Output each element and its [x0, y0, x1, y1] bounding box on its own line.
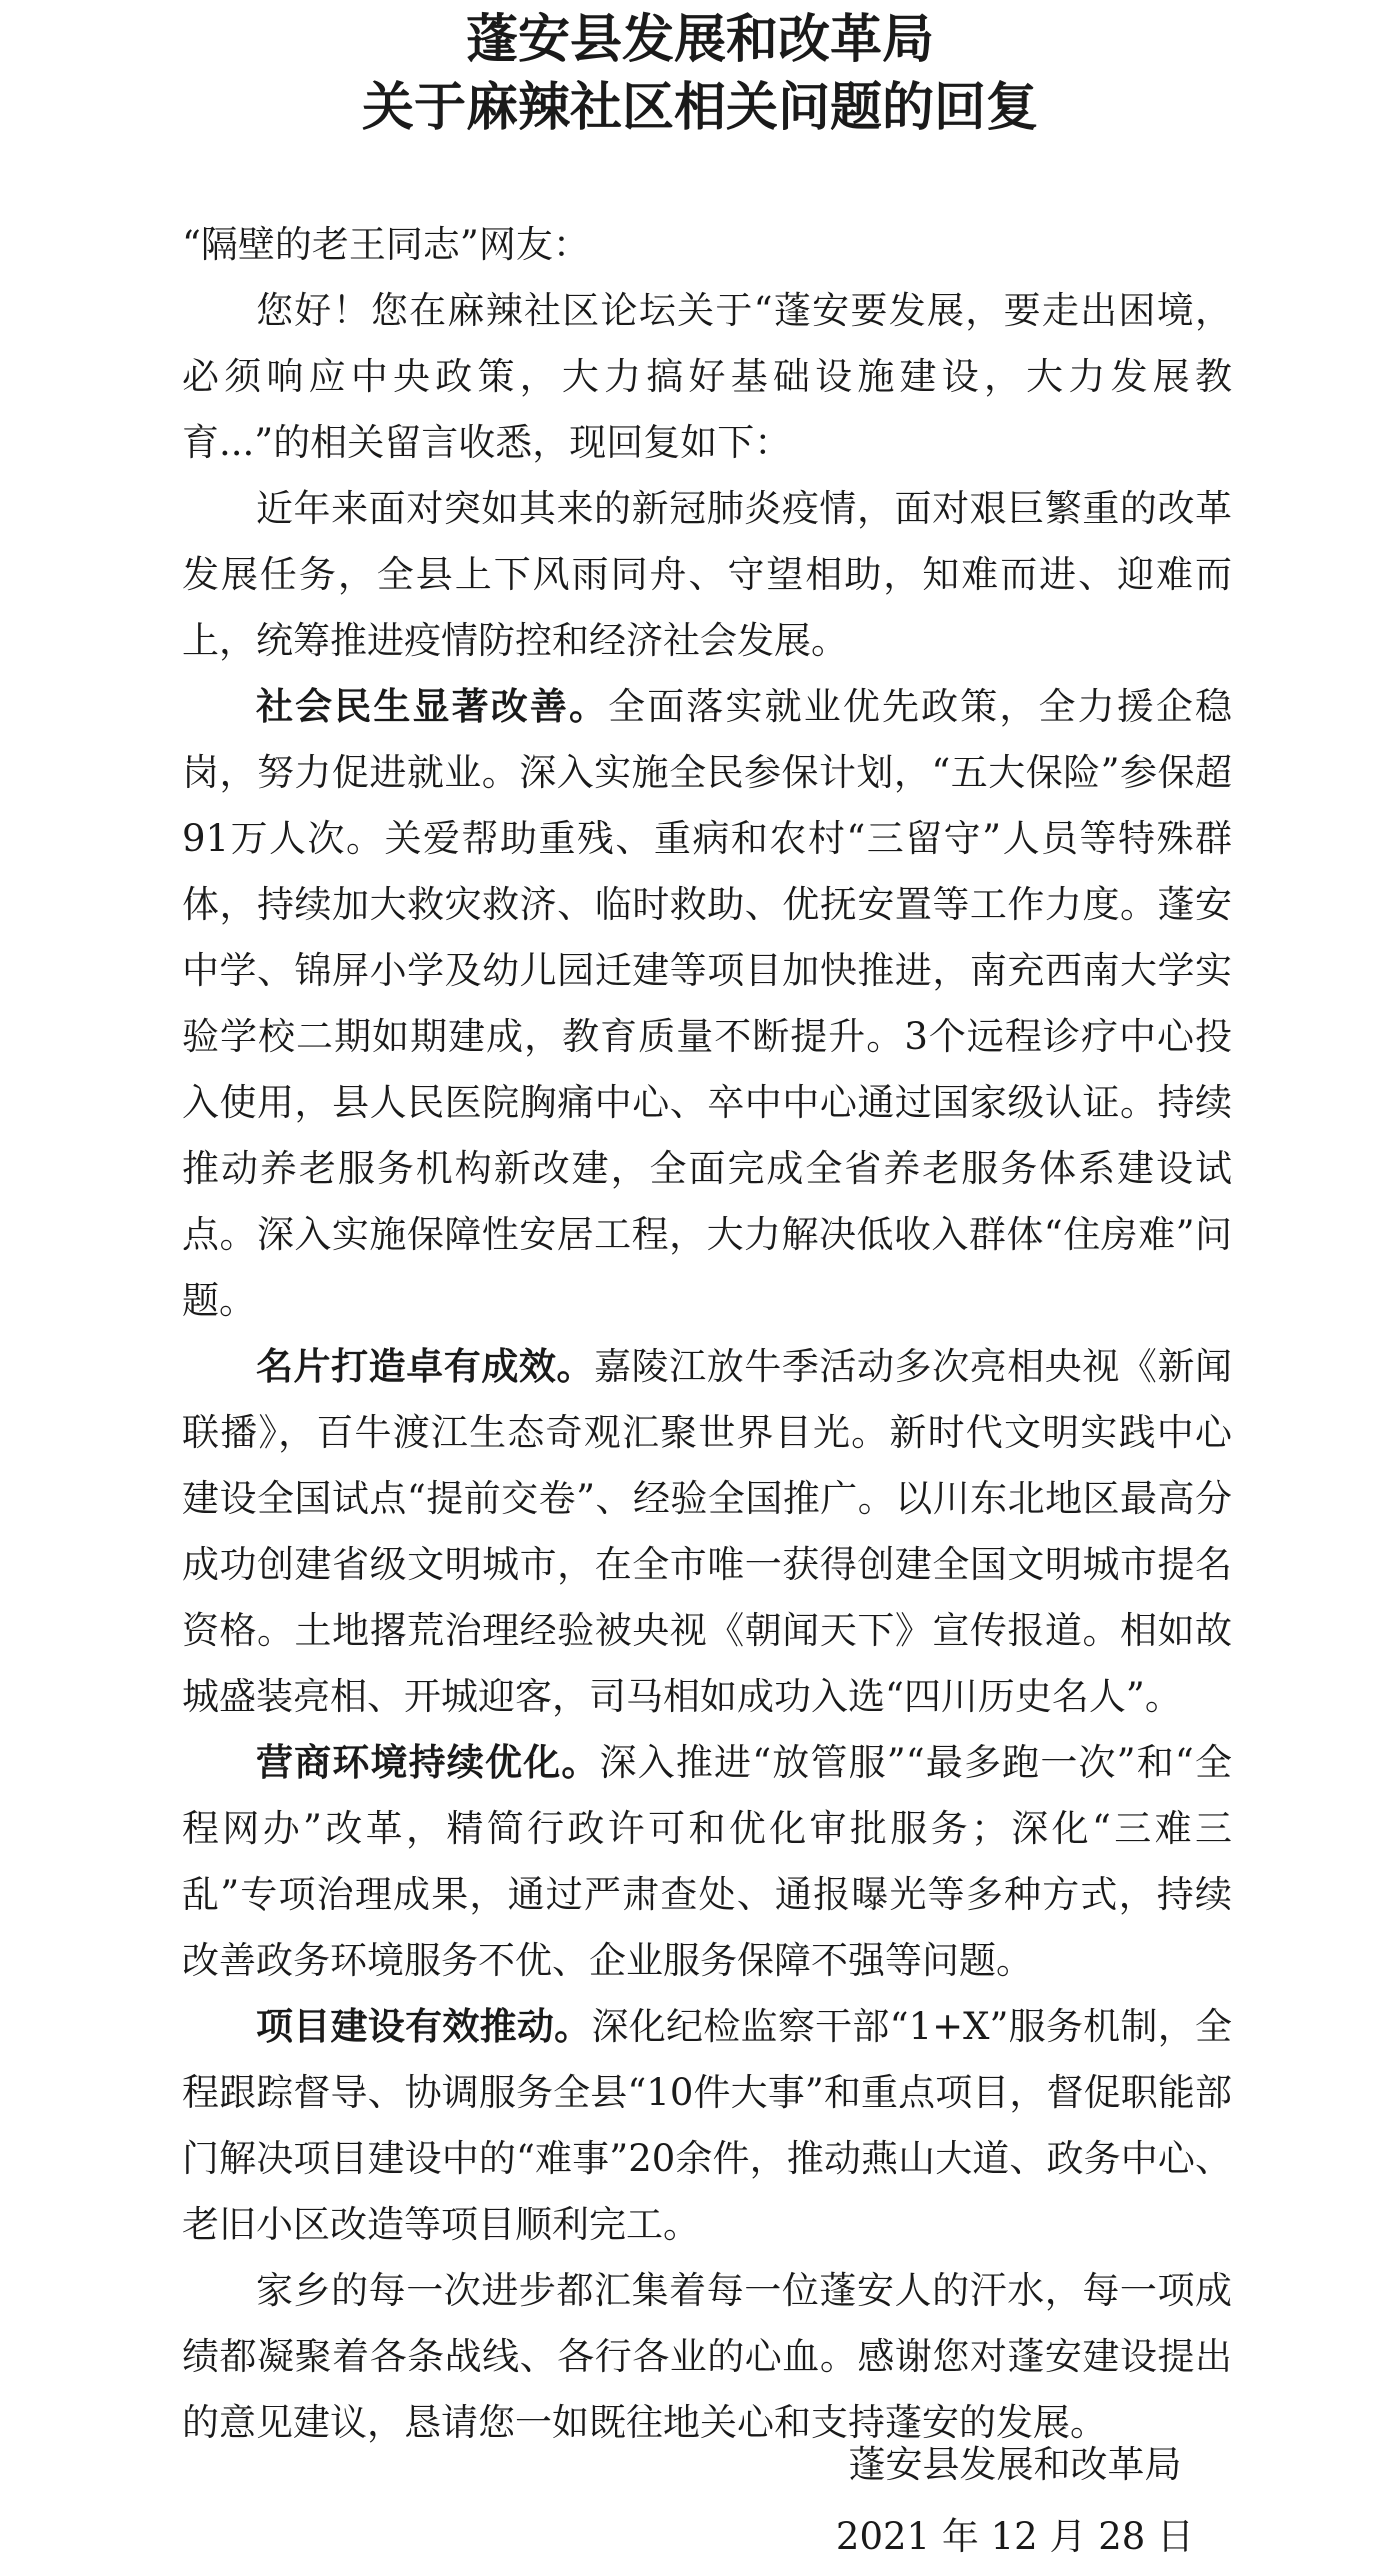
- paragraph-greeting: [182, 278, 1232, 476]
- paragraph-business-environment: [182, 1730, 1232, 1994]
- paragraph-intro: [182, 476, 1232, 674]
- signature-organization: 蓬安县发展和改革局: [848, 2443, 1182, 2486]
- paragraph-heading: 营商环境持续优化。: [256, 1741, 600, 1784]
- paragraph-heading: 项目建设有效推动。: [256, 2005, 592, 2048]
- paragraph-heading: 社会民生显著改善。: [256, 685, 609, 728]
- paragraph-text: 近年来面对突如其来的新冠肺炎疫情，面对艰巨繁重的改革发展任务，全县上下风雨同舟、守望相助，知难而进、迎难而上，统筹推进疫情防控和经济社会发展。: [182, 487, 1232, 662]
- salutation: “隔壁的老王同志”网友：: [182, 223, 590, 266]
- paragraph-city-brand: [182, 1334, 1232, 1730]
- paragraph-text: 深入推进“放管服”“最多跑一次”和“全程网办”改革，精简行政许可和优化审批服务；深化“三难三乱”专项治理成果，通过严肃查处、通报曝光等多种方式，持续改善政务环境服务不优、企业服务保障不强等问题。: [182, 1741, 1232, 1982]
- paragraph-text: 深化纪检监察干部“1+X”服务机制，全程跟踪督导、协调服务全县“10件大事”和重点项目，督促职能部门解决项目建设中的“难事”20余件，推动燕山大道、政务中心、老旧小区改造等项目顺利完工。: [182, 2005, 1233, 2246]
- paragraph-closing: [182, 2258, 1232, 2456]
- signature-date: 2021 年 12 月 28 日: [835, 2515, 1195, 2558]
- paragraph-text: 您好！您在麻辣社区论坛关于“蓬安要发展，要走出困境，必须响应中央政策，大力搞好基础设施建设，大力发展教育...”的相关留言收悉，现回复如下：: [182, 289, 1232, 464]
- paragraph-livelihood: [182, 674, 1232, 1334]
- paragraph-heading: 名片打造卓有成效。: [256, 1345, 595, 1388]
- paragraph-projects: [182, 1994, 1232, 2258]
- title-line-1: 蓬安县发展和改革局: [465, 9, 934, 70]
- paragraph-text: 嘉陵江放牛季活动多次亮相央视《新闻联播》，百牛渡江生态奇观汇聚世界目光。新时代文明实践中心建设全国试点“提前交卷”、经验全国推广。以川东北地区最高分成功创建省级文明城市，在全市唯一获得创建全国文明城市提名资格。土地撂荒治理经验被央视《朝闻天下》宣传报道。相如故城盛装亮相、开城迎客，司马相如成功入选“四川历史名人”。: [182, 1345, 1233, 1718]
- paragraph-text: 全面落实就业优先政策，全力援企稳岗，努力促进就业。深入实施全民参保计划，“五大保险”参保超91万人次。关爱帮助重残、重病和农村“三留守”人员等特殊群体，持续加大救灾救济、临时救助、优抚安置等工作力度。蓬安中学、锦屏小学及幼儿园迁建等项目加快推进，南充西南大学实验学校二期如期建成，教育质量不断提升。3个远程诊疗中心投入使用，县人民医院胸痛中心、卒中中心通过国家级认证。持续推动养老服务机构新改建，全面完成全省养老服务体系建设试点。深入实施保障性安居工程，大力解决低收入群体“住房难”问题。: [182, 685, 1232, 1322]
- paragraph-text: 家乡的每一次进步都汇集着每一位蓬安人的汗水，每一项成绩都凝聚着各条战线、各行各业的心血。感谢您对蓬安建设提出的意见建议，恳请您一如既往地关心和支持蓬安的发展。: [182, 2269, 1232, 2444]
- title-line-2: 关于麻辣社区相关问题的回复: [361, 77, 1038, 138]
- letter-body: [182, 212, 1232, 2456]
- document-title: [0, 6, 1400, 142]
